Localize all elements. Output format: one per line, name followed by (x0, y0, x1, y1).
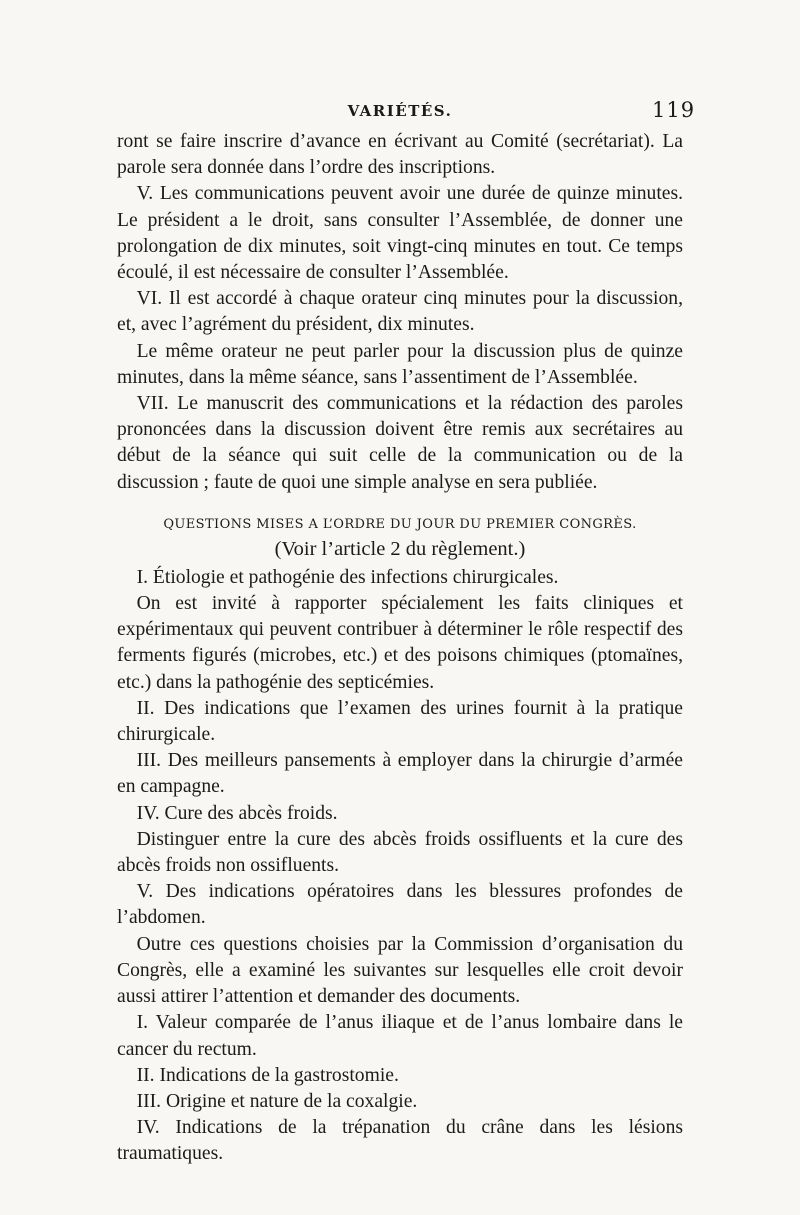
paragraph-continuation: ront se faire inscrire d’avance en écrivant au Comité (secrétariat). La parole sera donnée dans l’ordre des inscriptions. (117, 131, 683, 179)
question-i: I. Étiologie et pathogénie des infections chirurgicales. (136, 566, 559, 588)
extra-question-i: I. Valeur comparée de l’anus iliaque et de l’anus lombaire dans le cancer du rectum. (117, 1012, 683, 1060)
extra-question-ii: II. Indications de la gastrostomie. (136, 1064, 399, 1086)
question-iv-detail: Distinguer entre la cure des abcès froids ossifluents et la cure des abcès froids non ossifluents. (117, 828, 683, 877)
paragraph-article-vii: VII. Le manuscrit des communications et la rédaction des paroles prononcées dans la discussion doivent être remis aux secrétaires au début de la séance qui suit celle de la communication ou de la discussion ; faute de quoi une simple analyse en sera publiée. (117, 393, 683, 493)
question-i-detail: On est invité à rapporter spécialement les faits cliniques et expérimentaux qui peuvent contribuer à déterminer le rôle respectif des ferments figurés (microbes, etc.) et des poisons chimiques (ptomaïnes, etc.) dans la pathogénie des septicémies. (117, 593, 683, 693)
paragraph-other-questions: Outre ces questions choisies par la Commission d’organisation du Congrès, elle a examiné les suivantes sur lesquelles elle croit devoir aussi attirer l’attention et demander des documents. (117, 933, 683, 1008)
extra-question-iii: III. Origine et nature de la coxalgie. (136, 1090, 418, 1112)
paragraph-same-speaker: Le même orateur ne peut parler pour la discussion plus de quinze minutes, dans la même séance, sans l’assentiment de l’Assemblée. (117, 340, 683, 388)
paragraph-article-v: V. Les communications peuvent avoir une durée de quinze minutes. Le président a le droit, sans consulter l’Assemblée, de donner une prolongation de dix minutes, soit vingt-cinq minutes en tout. Ce temps écoulé, il est nécessaire de consulter l’Assemblée. (117, 183, 683, 284)
page-body (117, 129, 683, 1168)
page-header (0, 98, 800, 128)
extra-question-iv: IV. Indications de la trépanation du crâne dans les lésions traumatiques. (117, 1117, 683, 1165)
question-iv: IV. Cure des abcès froids. (136, 802, 338, 824)
question-v: V. Des indications opératoires dans les blessures profondes de l’abdomen. (117, 881, 683, 929)
running-title: VARIÉTÉS. (347, 102, 453, 120)
page-number: 119 (652, 98, 696, 122)
question-iii: III. Des meilleurs pansements à employer dans la chirurgie d’armée en campagne. (117, 750, 683, 798)
question-ii: II. Des indications que l’examen des urines fournit à la pratique chirurgicale. (117, 697, 683, 746)
section-heading: QUESTIONS MISES A L’ORDRE DU JOUR DU PREMIER CONGRÈS. (163, 516, 637, 532)
section-subheading: (Voir l’article 2 du règlement.) (274, 537, 526, 560)
paragraph-article-vi: VI. Il est accordé à chaque orateur cinq minutes pour la discussion, et, avec l’agrément du président, dix minutes. (117, 288, 683, 336)
